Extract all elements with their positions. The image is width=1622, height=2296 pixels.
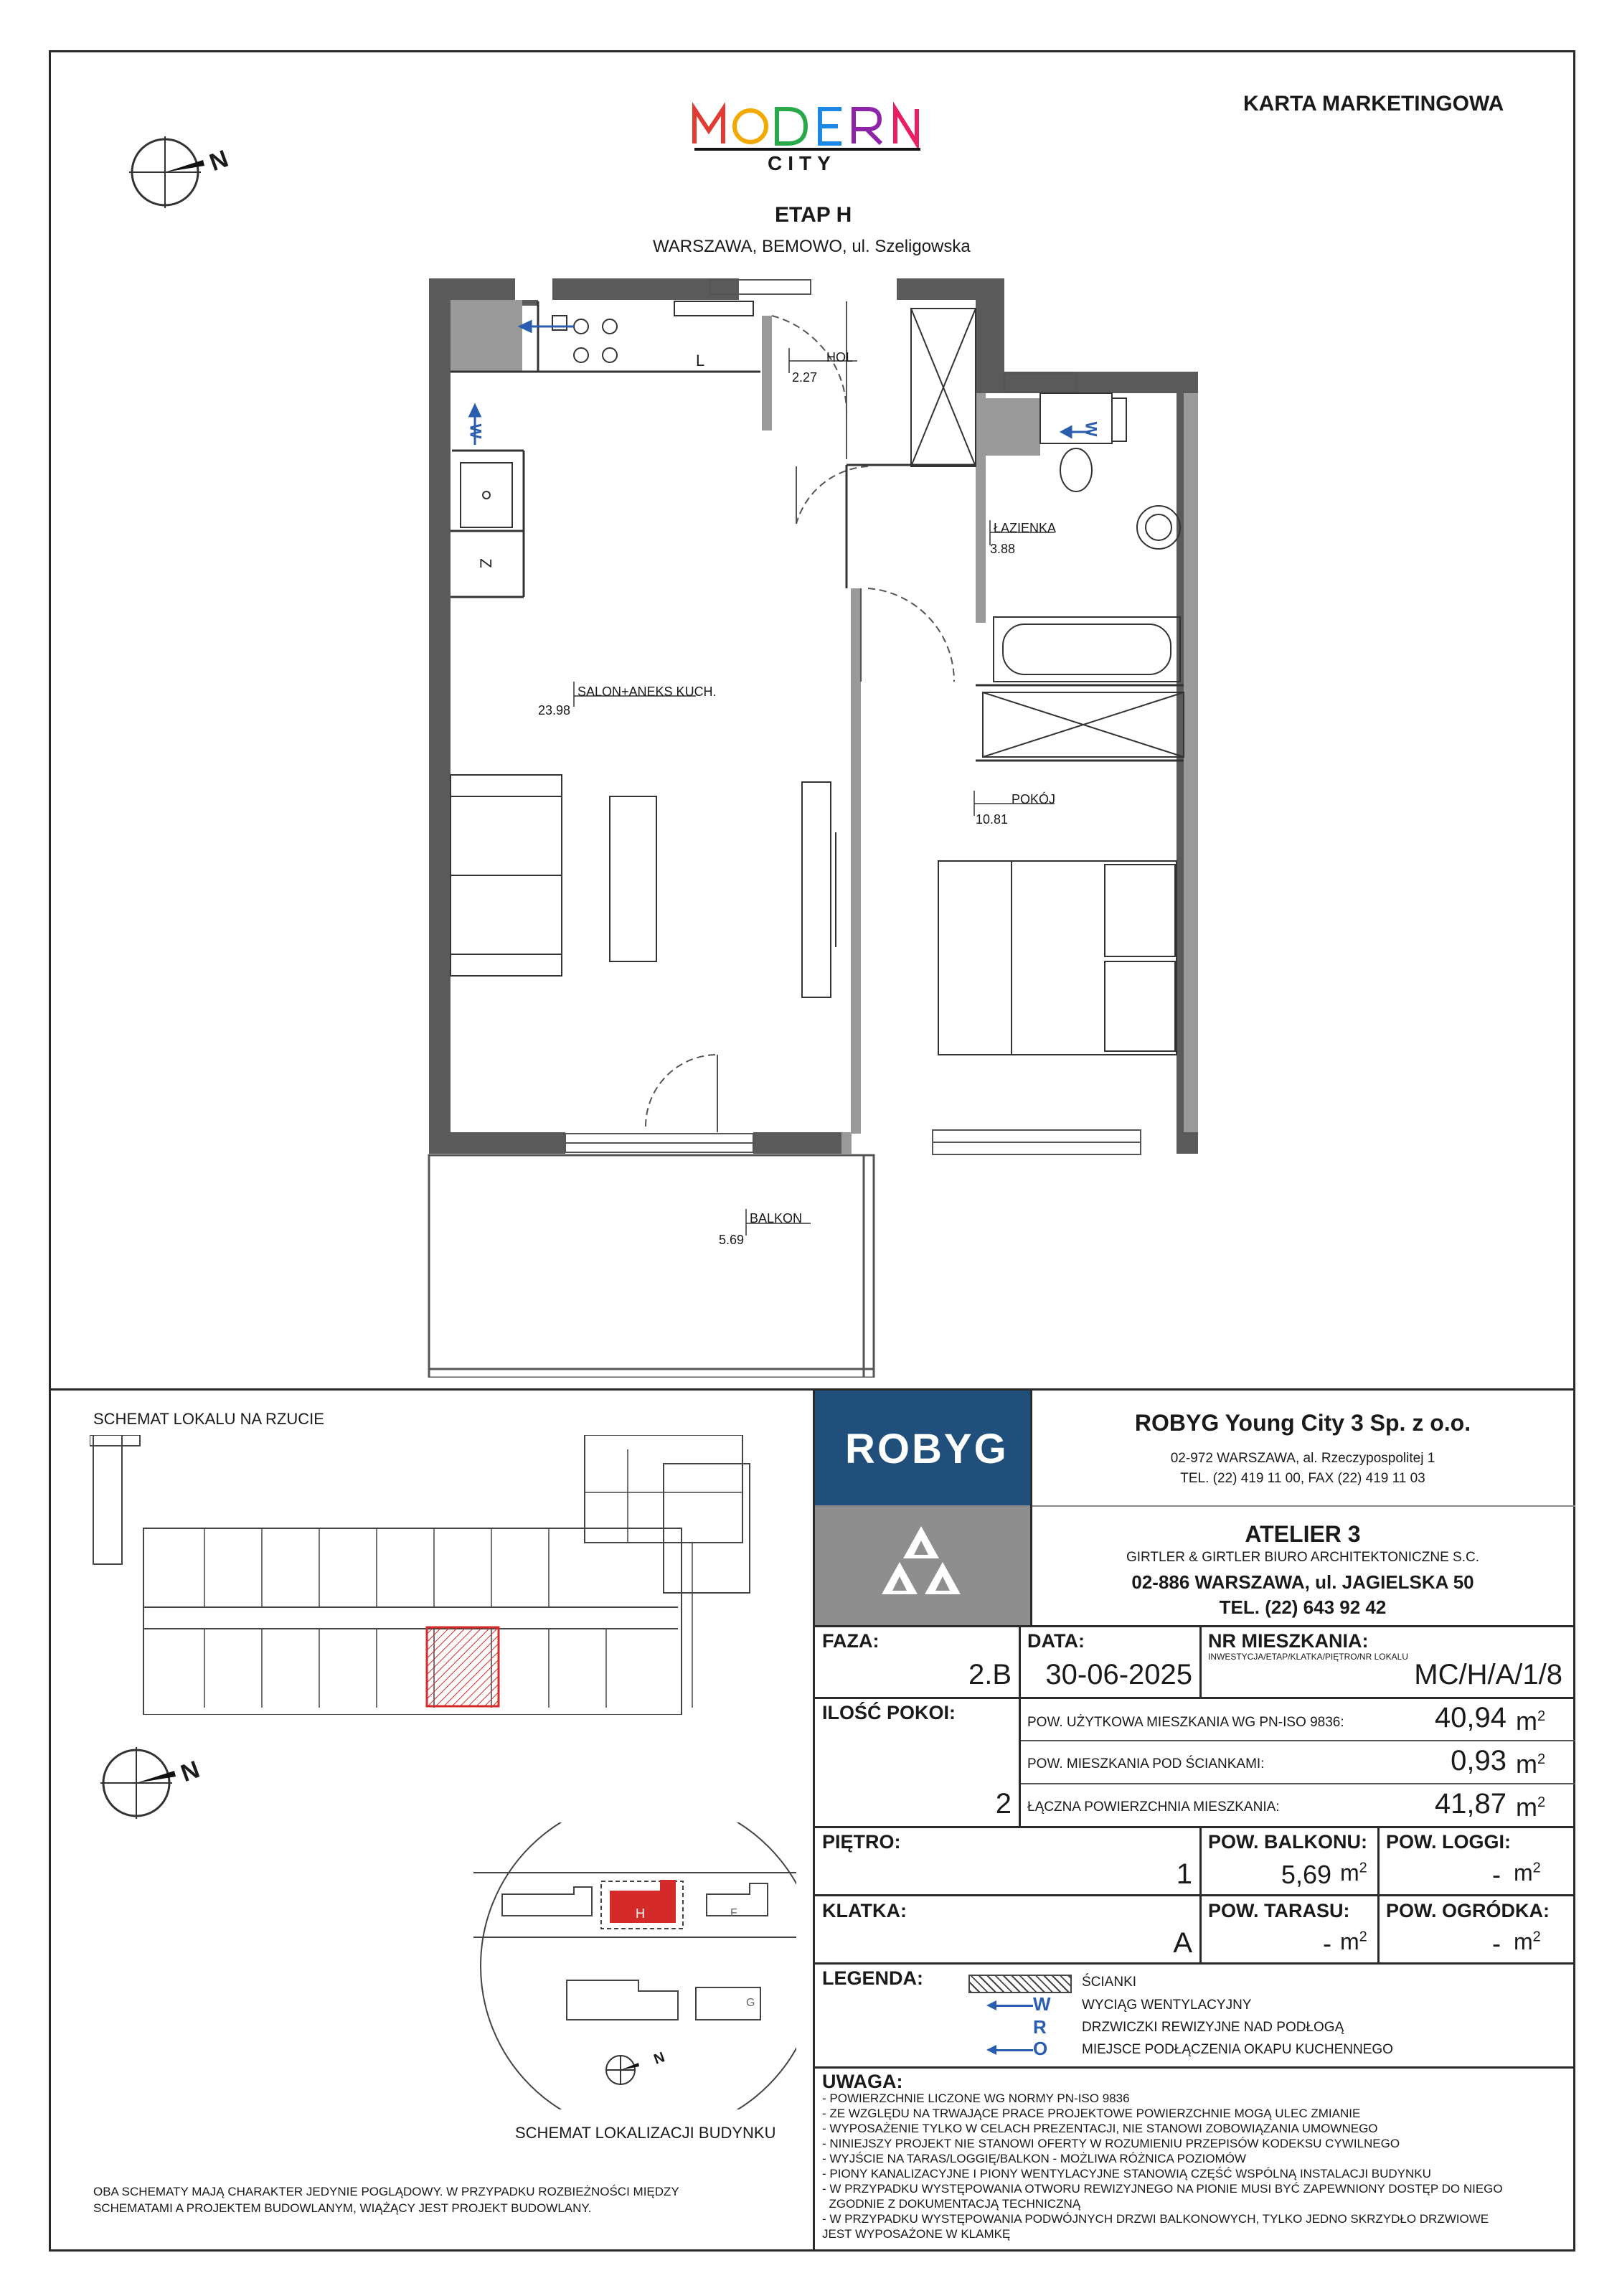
legend-symbol-w: W [1033,1993,1051,2015]
unit-m: m [1516,1749,1537,1779]
ogrodek-value: - [1492,1929,1501,1958]
unit-sq: 2 [1537,1708,1546,1724]
grid-line [815,1962,1575,1965]
atelier-logo-box [815,1505,1030,1625]
hood-arrow-icon [990,2049,1033,2051]
architect-phone: TEL. (22) 643 92 42 [1219,1596,1387,1618]
atelier-logo-icon [871,1523,971,1609]
vent-arrowhead-icon [986,2000,996,2010]
developer-phone: TEL. (22) 419 11 00, FAX (22) 419 11 03 [1180,1471,1425,1486]
unit-sq: 2 [1532,1929,1541,1945]
area-row1-value: 40,94 [1434,1702,1507,1733]
area-row2-label: POW. MIESZKANIA POD ŚCIANKAMI: [1027,1756,1265,1772]
balkon-label: POW. BALKONU: [1208,1831,1367,1853]
note-1: - POWIERZCHNIE LICZONE WG NORMY PN-ISO 9836 [822,2092,1130,2105]
note-2: - ZE WZGLĘDU NA TRWAJĄCE PRACE PROJEKTOWE POWIERZCHNIE MOGĄ ULEC ZMIANIE [822,2107,1361,2120]
note-5: - WYJŚCIE NA TARAS/LOGGIĘ/BALKON - MOŻLIWA RÓŻNICA POZIOMÓW [822,2152,1246,2165]
grid-line [815,1894,1575,1896]
grid-line [1019,1783,1575,1784]
unit-m: m [1516,1792,1537,1822]
pokoje-label: ILOŚĆ POKOI: [822,1702,956,1723]
area-row1-unit [1516,1706,1545,1736]
room-hol-name: HOL [826,350,854,364]
disclaimer-line2: SCHEMATAMI A PROJEKTEM BUDOWLANYM, WIĄŻĄCY JEST PROJEKT BUDOWLANY. [93,2201,592,2215]
legend-symbol-o: O [1033,2038,1048,2059]
loggia-value: - [1492,1860,1501,1889]
logo-divider [815,1505,1575,1507]
cabinet-symbol: L [696,352,705,370]
taras-unit [1340,1929,1367,1955]
robyg-logo: ROBYG [845,1426,1009,1472]
architect-firm: GIRTLER & GIRTLER BIURO ARCHITEKTONICZNE S.C. [1126,1550,1479,1565]
project-address: WARSZAWA, BEMOWO, ul. Szeligowska [653,237,971,256]
klatka-value: A [1173,1927,1192,1959]
note-8: ZGODNIE Z DOKUMENTACJĄ TECHNICZNĄ [822,2197,1081,2211]
vent-symbol-bath: W [1082,421,1100,437]
pietro-label: PIĘTRO: [822,1831,901,1853]
data-value: 30-06-2025 [1045,1659,1192,1690]
area-row3-unit [1516,1792,1545,1822]
north-arrow-icon [126,133,240,212]
unit-m: m [1340,1860,1359,1886]
taras-label: POW. TARASU: [1208,1900,1350,1921]
floor-scheme [90,1435,807,1715]
architect-address: 02-886 WARSZAWA, ul. JAGIELSKA 50 [1131,1571,1474,1593]
grid-line [815,1625,1575,1627]
room-bedroom-name: POKÓJ [1012,792,1056,806]
scheme-north-label: N [177,1755,204,1788]
floor-plan [423,273,1205,1378]
room-hol-area: 2.27 [792,370,818,385]
note-6: - PIONY KANALIZACYJNE I PIONY WENTYLACYJNE STANOWIĄ CZĘŚĆ WSPÓLNĄ INSTALACJI BUDYNKU [822,2167,1431,2180]
loggia-unit [1514,1860,1541,1886]
vent-arrow-icon [990,2005,1033,2007]
grid-line [1019,1740,1575,1741]
building-h-label: H [636,1906,645,1921]
building-g-label: G [746,1997,755,2009]
pokoje-value: 2 [995,1788,1012,1820]
unit-m: m [1340,1929,1359,1954]
north-label: N [206,144,232,177]
note-9: - W PRZYPADKU WYSTĘPOWANIA PODWÓJNYCH DRZWI BALKONOWYCH, TYLKO JEDNO SKRZYDŁO DRZWIOWE [822,2212,1489,2226]
data-label: DATA: [1027,1630,1085,1652]
legend-item-walls: ŚCIANKI [1082,1975,1137,1990]
building-location-scheme [466,1822,796,2109]
room-bedroom-area: 10.81 [976,812,1009,827]
faza-label: FAZA: [822,1630,880,1652]
grid-line [1377,1826,1380,1962]
robyg-logo-box [815,1391,1030,1505]
room-living-name: SALON+ANEKS KUCH. [577,684,717,699]
stage-title: ETAP H [775,203,852,227]
unit-m: m [1514,1929,1533,1954]
fridge-symbol: Z [476,558,495,568]
grid-line [815,1826,1575,1828]
grid-line [1019,1625,1021,1826]
note-3: - WYPOSAŻENIE TYLKO W CELACH PREZENTACJI, NIE STANOWI ZOBOWIĄZANIA UMOWNEGO [822,2122,1378,2135]
walls-hatch-icon [968,1975,1072,1993]
note-7: - W PRZYPADKU WYSTĘPOWANIA OTWORU REWIZYJNEGO NA PIONIE MUSI BYĆ ZAPEWNIONY DOSTĘP DO NIEGO [822,2182,1503,2196]
mini-north-label: N [651,2049,667,2068]
developer-name: ROBYG Young City 3 Sp. z o.o. [1134,1410,1471,1436]
room-living-area: 23.98 [538,703,571,718]
area-row3-value: 41,87 [1434,1788,1507,1820]
unit-sq: 2 [1359,1929,1367,1945]
section-divider [49,1388,1575,1391]
grid-line [815,1697,1575,1699]
note-4: - NINIEJSZY PROJEKT NIE STANOWI OFERTY W ROZUMIENIU PRZEPISÓW KODEKSU CYWILNEGO [822,2137,1400,2150]
unit-sq: 2 [1359,1860,1367,1876]
grid-line [1199,1826,1202,1962]
unit-sq: 2 [1532,1860,1541,1876]
area-row2-value: 0,93 [1451,1745,1507,1777]
grid-line [1199,1625,1202,1697]
area-row3-label: ŁĄCZNA POWIERZCHNIA MIESZKANIA: [1027,1799,1280,1815]
ogrodek-unit [1514,1929,1541,1955]
nr-label: NR MIESZKANIA: [1208,1630,1369,1652]
building-f-label: F [730,1907,737,1919]
room-balcony-name: BALKON [750,1211,803,1225]
notes-title: UWAGA: [822,2071,903,2092]
grid-line [815,2066,1575,2069]
hood-arrowhead-icon [986,2045,996,2055]
scheme-north-arrow-icon [97,1744,212,1822]
balkon-unit [1340,1860,1367,1886]
note-10: JEST WYPOSAŻONE W KLAMKĘ [822,2227,1011,2241]
faza-value: 2.B [968,1659,1012,1690]
developer-address: 02-972 WARSZAWA, al. Rzeczypospolitej 1 [1170,1451,1435,1466]
room-balcony-area: 5.69 [719,1233,745,1247]
nr-value: MC/H/A/1/8 [1414,1659,1562,1690]
doc-type: KARTA MARKETINGOWA [1243,92,1504,116]
legend-item-hatch: DRZWICZKI REWIZYJNE NAD PODŁOGĄ [1082,2020,1344,2035]
unit-m: m [1516,1706,1537,1736]
floor-scheme-title: SCHEMAT LOKALU NA RZUCIE [93,1410,324,1428]
klatka-label: KLATKA: [822,1900,907,1921]
building-scheme-title: SCHEMAT LOKALIZACJI BUDYNKU [515,2124,776,2142]
room-bath-name: ŁAZIENKA [994,521,1057,535]
vent-symbol-kitchen: W [466,423,485,439]
legend-item-vent: WYCIĄG WENTYLACYJNY [1082,1998,1252,2013]
balkon-value: 5,69 [1281,1860,1331,1889]
pietro-value: 1 [1176,1858,1192,1890]
ogrodek-label: POW. OGRÓDKA: [1386,1900,1550,1921]
disclaimer-line1: OBA SCHEMATY MAJĄ CHARAKTER JEDYNIE POGLĄDOWY. W PRZYPADKU ROZBIEŻNOŚCI MIĘDZY [93,2185,679,2198]
modern-city-logo [687,102,946,181]
legend-item-hood: MIEJSCE PODŁĄCZENIA OKAPU KUCHENNEGO [1082,2042,1393,2057]
legend-title: LEGENDA: [822,1967,923,1989]
unit-m: m [1514,1860,1533,1886]
room-bath-area: 3.88 [990,542,1016,556]
unit-sq: 2 [1537,1794,1546,1810]
unit-sq: 2 [1537,1751,1546,1767]
area-row2-unit [1516,1749,1545,1779]
area-row1-label: POW. UŻYTKOWA MIESZKANIA WG PN-ISO 9836: [1027,1715,1344,1730]
logo-sub: CITY [768,152,836,174]
architect-name: ATELIER 3 [1245,1521,1361,1547]
loggia-label: POW. LOGGI: [1386,1831,1511,1853]
nr-sublabel: INWESTYCJA/ETAP/KLATKA/PIĘTRO/NR LOKALU [1208,1652,1408,1662]
taras-value: - [1323,1929,1331,1958]
legend-symbol-r: R [1033,2016,1047,2038]
